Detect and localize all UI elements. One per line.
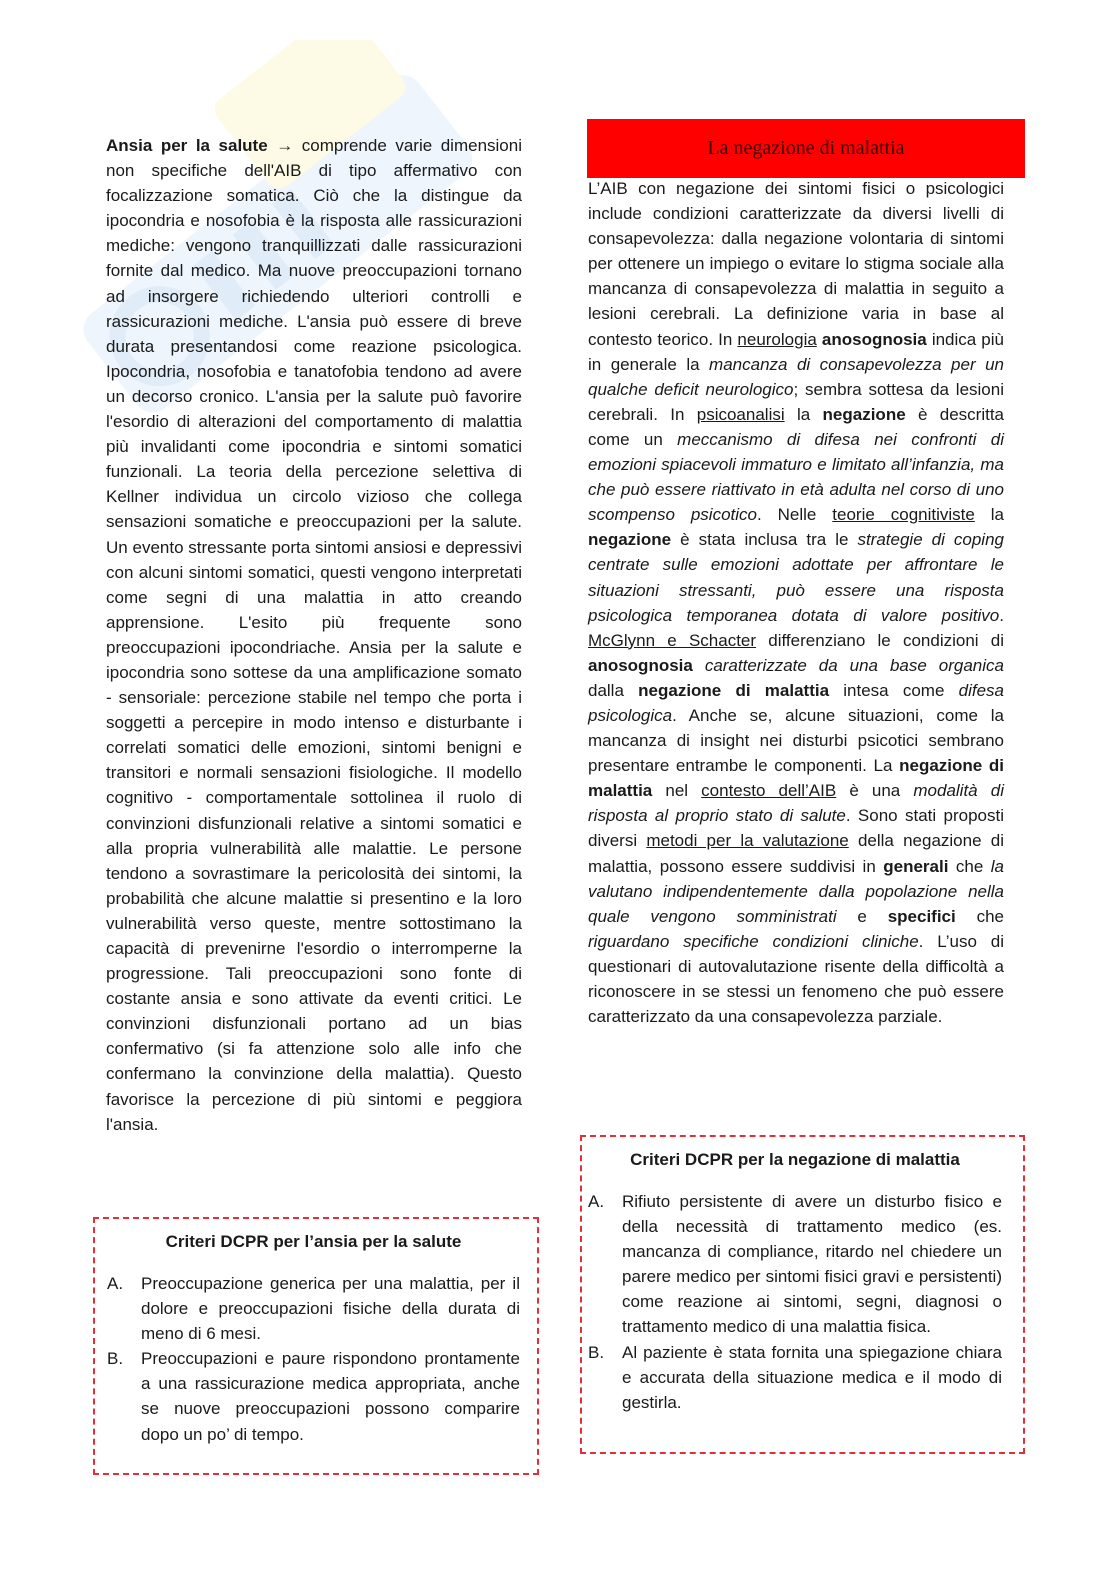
- criteria-list: [588, 1189, 1002, 1415]
- underlined-term: metodi per la valutazione: [646, 831, 849, 851]
- criteria-marker: B.: [588, 1342, 605, 1362]
- italic-phrase: la valutano indipendentemente dalla popolazione nella quale vengono somministrati: [588, 856, 1005, 926]
- text-run: della negazione di malattia, possono essere suddivisi in: [588, 831, 1004, 876]
- health-anxiety-paragraph: [106, 133, 522, 1137]
- text-run: differenziano le condizioni di: [756, 630, 1005, 650]
- lead-arrow: →: [267, 136, 302, 155]
- text-run: la: [974, 505, 1004, 525]
- text-run: . L’uso di questionari di autovalutazione risente della difficoltà a riconoscere in se stessi un fenomeno che può essere caratterizzato da una consapevolezza parziale.: [588, 931, 1004, 1027]
- criteria-item: [588, 1189, 1002, 1340]
- underlined-term: contesto dell’AIB: [701, 781, 837, 801]
- criteria-box-title: Criteri DCPR per l’ansia per la salute: [165, 1232, 462, 1251]
- text-run: . Nelle: [757, 505, 833, 525]
- italic-phrase: modalità di risposta al proprio stato di salute: [588, 781, 1004, 826]
- bold-term: specifici: [887, 906, 956, 926]
- bold-term: generali: [883, 856, 949, 876]
- bold-term: negazione di malattia: [638, 680, 830, 700]
- criteria-item: [588, 1340, 1002, 1415]
- underlined-term: psicoanalisi: [696, 404, 785, 424]
- criteria-text: Preoccupazioni e paure rispondono prontamente a una rassicurazione medica appropriata, anche se nuove preoccupazioni possono comparire dopo un po’ di tempo.: [141, 1349, 520, 1444]
- bold-term: negazione: [588, 530, 672, 550]
- italic-phrase: riguardano specifiche condizioni cliniche: [588, 931, 919, 951]
- bold-term: negazione: [822, 404, 906, 424]
- criteria-text: Al paziente è stata fornita una spiegazione chiara e accurata della situazione medica e il modo di gestirla.: [622, 1342, 1002, 1412]
- italic-phrase: caratterizzate da una base organica: [704, 655, 1004, 675]
- criteria-text: Rifiuto persistente di avere un disturbo fisico e della necessità di trattamento medico (es. mancanza di compliance, ritardo nel chiedere un parere medico per sintomi fisici gravi e persistenti) come reazione ai sintomi, segni, diagnosi o trattamento medico di una malattia fisica.: [622, 1192, 1002, 1337]
- text-run: dalla: [588, 680, 639, 700]
- criteria-box-title: Criteri DCPR per la negazione di malattia: [630, 1150, 960, 1169]
- text-run: è stata inclusa tra le: [671, 530, 858, 550]
- criteria-box-health-anxiety: [93, 1217, 539, 1475]
- italic-phrase: meccanismo di difesa nei confronti di emozioni spiacevoli immaturo e limitato all’infanzia, ma che può essere riattivato in età adulta nel corso di uno scompenso psicotico: [588, 429, 1005, 525]
- text-run: intesa come: [829, 680, 959, 700]
- lead-term: Ansia per la salute: [106, 136, 268, 155]
- criteria-marker: A.: [588, 1192, 605, 1211]
- bold-term: anosognosia: [821, 329, 927, 349]
- criteria-marker: A.: [107, 1274, 124, 1293]
- bold-term: anosognosia: [588, 655, 693, 675]
- criteria-text: Preoccupazione generica per una malattia, per il dolore e preoccupazioni fisiche della durata di meno di 6 mesi.: [141, 1274, 520, 1344]
- left-column-text: [106, 133, 522, 1137]
- text-run: è descritta come un: [588, 404, 1005, 449]
- text-run: [693, 656, 705, 675]
- section-title-bar: La negazione di malattia: [587, 119, 1025, 178]
- italic-phrase: strategie di coping centrate sulle emozioni adottate per affrontare le situazioni stressanti, può essere una risposta psicologica temporanea dotata di valore positivo: [588, 530, 1004, 625]
- text-run: nel: [652, 781, 702, 801]
- text-run: e: [836, 906, 888, 926]
- right-column-text: [588, 176, 1004, 1029]
- text-run: che: [955, 906, 1004, 926]
- text-run: la: [784, 404, 823, 424]
- criteria-item: [107, 1346, 520, 1446]
- bold-term: negazione di malattia: [588, 756, 1004, 801]
- underlined-term: neurologia: [737, 329, 817, 349]
- criteria-box-illness-denial: [580, 1135, 1025, 1454]
- text-run: che: [948, 856, 991, 876]
- underlined-term: teorie cognitiviste: [832, 505, 975, 525]
- text-run: . Anche se, alcune situazioni, come la mancanza di insight nei disturbi psicotici sembrano presentare entrambe le componenti. La: [588, 705, 1004, 776]
- text-run: è una: [836, 781, 914, 801]
- text-run: .: [999, 605, 1004, 625]
- text-run: ; sembra sottesa da lesioni cerebrali. In: [588, 379, 1004, 424]
- text-run: L’AIB con negazione dei sintomi fisici o psicologici include condizioni caratterizzate da diversi livelli di consapevolezza: dalla negazione volontaria di sintomi per ottenere un impiego o evitare lo stigma sociale alla mancanza di consapevolezza di malattia in seguito a lesioni cerebrali. La definizione varia in base al contesto teorico. In: [588, 179, 1004, 349]
- criteria-list: [107, 1271, 520, 1447]
- italic-phrase: difesa psicologica: [588, 680, 1004, 725]
- italic-phrase: mancanza di consapevolezza per un qualche deficit neurologico: [588, 354, 1004, 399]
- criteria-item: [107, 1271, 520, 1346]
- lead-text: comprende varie dimensioni non specifiche dell'AIB di tipo affermativo con focalizzazione somatica. Ciò che la distingue da ipocondria e nosofobia è la risposta alle rassicurazioni mediche: vengono tranquillizzati dalle rassicurazioni fornite dal medico. Ma nuove preoccupazioni tornano ad insorgere richiedendo ulteriori controlli e rassicurazioni mediche. L'ansia può essere di breve durata presentandosi come reazione psicologica. Ipocondria, nosofobia e tanatofobia tendono ad avere un decorso cronico. L'ansia per la salute può favorire l'esordio di alterazioni del comportamento di malattia più invalidanti come ipocondria e sintomi somatici funzionali. La teoria della percezione selettiva di Kellner individua un circolo vizioso che collega sensazioni somatiche e preoccupazioni per la salute. Un evento stressante porta sintomi ansiosi e depressivi con alcuni sintomi somatici, questi vengono interpretati come segni di una malattia in atto creando apprensione. L'esito più frequente sono preoccupazioni ipocondriache. Ansia per la salute e ipocondria sono sottese da una amplificazione somato - sensoriale: percezione stabile nel tempo che porta i soggetti a percepire in modo intenso e disturbante i correlati somatici delle emozioni, sintomi benigni e transitori e normali sensazioni fisiologiche. Il modello cognitivo - comportamentale sottolinea il ruolo di convinzioni disfunzionali relative a sintomi somatici e alla propria vulnerabilità alle malattie. Le persone tendono a sovrastimare la pericolosità dei sintomi, la probabilità che alcune malattie si presentino e la loro vulnerabilità verso queste, mentre sottostimano la capacità di prevenirne l'esordio o interromperne la progressione. Tali preoccupazioni sono fonte di costante ansia e sono attivate da eventi critici. Le convinzioni disfunzionali portano ad un bias confermativo (si fa attenzione solo alle info che confermano la convinzione della malattia). Questo favorisce la percezione di più sintomi e peggiora l'ansia.: [106, 136, 522, 1134]
- underlined-term: McGlynn e Schacter: [588, 630, 757, 650]
- text-run: . Sono stati proposti diversi: [588, 806, 1004, 851]
- text-run: indica più in generale la: [588, 329, 1004, 374]
- illness-denial-paragraph: [588, 176, 1004, 1029]
- criteria-marker: B.: [107, 1349, 124, 1369]
